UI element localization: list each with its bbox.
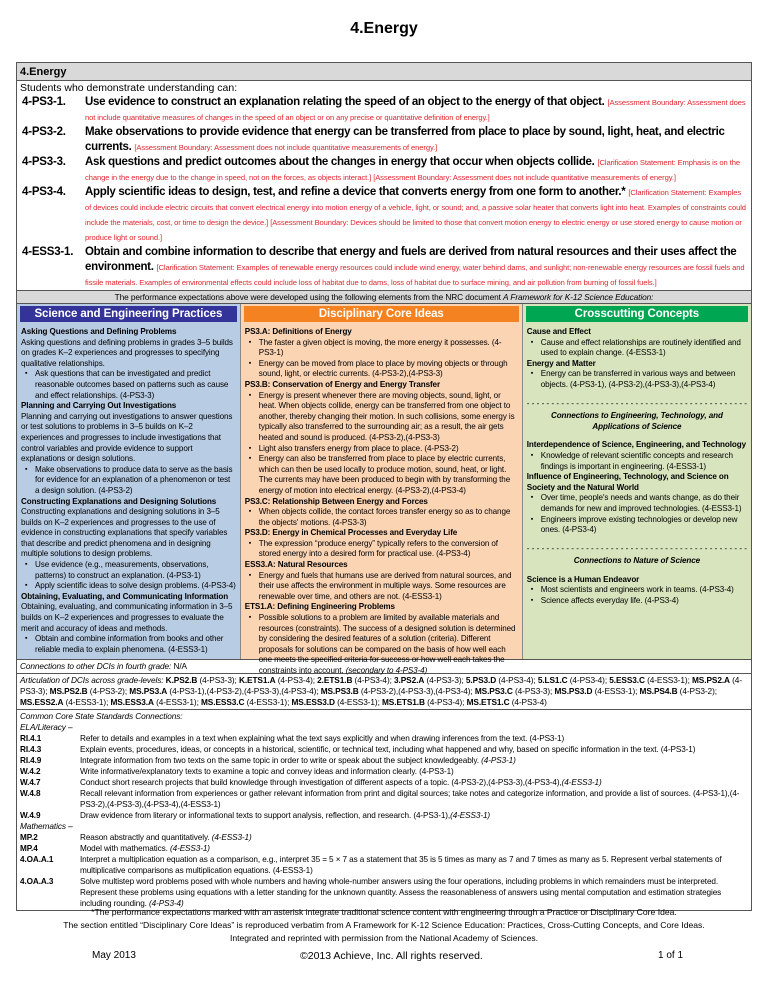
bullet-item (527, 515, 747, 536)
bullet-text: Science affects everyday life. (4-PS3-4) (540, 596, 679, 606)
pe-note: [Clarification Statement: Emphasis is on the change in the energy due to the change in speed, not on the forces, as objects interact.] [Assessment Boundary: Assessment does not include quantitative measurements of energy.] (85, 158, 740, 182)
bullet-item (245, 613, 518, 677)
bullet-list (21, 465, 236, 497)
dci-code: MS.ETS1.B (382, 697, 425, 707)
standard-description: Refer to details and examples in a text when explaining what the text says explicitly and when drawing inferences from the text. (80, 734, 530, 743)
nrc-text: The performance expectations above were developed using the following elements from the NRC document (114, 292, 504, 302)
bullet-list (527, 493, 747, 535)
dci-code: MS.ESS3.C (201, 697, 245, 707)
bullet-list (21, 560, 236, 592)
connections-value: N/A (171, 661, 187, 671)
standard-text (80, 777, 748, 788)
bullet-item (245, 391, 518, 444)
bullet-item (527, 596, 747, 607)
performance-expectation (17, 185, 751, 245)
ccss-group-label: Mathematics – (20, 821, 73, 831)
standard-code: RI.4.1 (20, 734, 42, 743)
block-heading: PS3.A: Definitions of Energy (244, 327, 352, 336)
pe-title: Obtain and combine information to describe that energy and fuels are derived from natural resources and their uses affect the environment. (85, 246, 737, 273)
dci-code: MS.ETS1.C (466, 697, 510, 707)
bullet-list (245, 613, 518, 677)
standard-code: W.4.7 (20, 778, 41, 787)
secondary-note: (secondary to 4-PS3-4) (345, 666, 428, 675)
bullet-text: Obtain and combine information from books and other reliable media to explain phenomena. (4-ESS3-1) (35, 634, 224, 654)
sep-header: Science and Engineering Practices (20, 306, 237, 322)
intro-text: Students who demonstrate understanding can: (20, 82, 238, 94)
pe-code: 4-PS3-1. (22, 96, 66, 108)
standard-text (80, 843, 748, 854)
bullet-text: Energy can be moved from place to place by moving objects or through sound, light, or electric currents. (4-PS3-2),(4-PS3-3) (258, 358, 508, 379)
bullet-item (21, 369, 236, 401)
performance-expectation (17, 95, 751, 125)
block-heading: ESS3.A: Natural Resources (244, 560, 348, 570)
ccss-standard (20, 755, 748, 766)
block-heading: ETS1.A: Defining Engineering Problems (244, 602, 395, 612)
dci-pes: (4-PS3-4); (352, 675, 395, 685)
dci-code: 5.LS1.C (537, 675, 568, 685)
dci-pes: (4-ESS3-1); (63, 697, 111, 707)
bullet-item (245, 507, 518, 528)
bullet-text: Ask questions that can be investigated and predict reasonable outcomes based on patterns such as cause and effect relationships. (4-PS3-3) (35, 369, 229, 400)
block-heading: PS3.C: Relationship Between Energy and Forces (244, 496, 428, 506)
standard-text (80, 854, 748, 876)
block-heading: PS3.B: Conservation of Energy and Energy Transfer (244, 379, 441, 389)
bullet-list (245, 507, 518, 528)
standard-ref: (4-PS3-2),(4-PS3-3),(4-PS3-4), (451, 778, 562, 787)
ccss-standard (20, 777, 748, 788)
dci-source-note: The section entitled “Disciplinary Core Ideas” is reproduced verbatim from A Framework for K-12 Science Education: Practices, Cross-Cutting Concepts, and Core Ideas. Integrated and reprinted with permission from the National Academy of Sciences. (63, 920, 705, 943)
ccss-standard (20, 744, 748, 755)
bullet-list (527, 585, 747, 606)
standard-ref-secondary: (4-ESS3-1) (169, 844, 210, 853)
sep-column (17, 304, 241, 659)
dci-code: 3.PS2.A (394, 675, 425, 685)
ccss-standard (20, 854, 748, 876)
dci-code: K.ETS1.A (238, 675, 276, 685)
standard-description: Interpret a multiplication equation as a comparison, e.g., interpret 35 = 5 × 7 as a statement that 35 is 5 times as many as 7 and 7 times as many as 5. Represent verbal statements of multiplicative comparisons as multiplication equations. (80, 855, 722, 875)
ccss-standard (20, 843, 748, 854)
dci-pes: (4-ESS3-1); (153, 697, 201, 707)
dci-code: MS.PS2.A (692, 675, 730, 685)
pe-note: [Assessment Boundary: Assessment does not include quantitative measurements of energy.] (134, 143, 438, 152)
dci-pes: (4-PS3-4) (509, 697, 547, 707)
standard-ref-secondary: (4-ESS3-1) (211, 833, 252, 842)
pe-note: [Clarification Statement: Examples of devices could include electric circuits that convert electrical energy into motion energy of a vehicle, light, or sound; and, a passive solar heater that converts light into heat. Examples of constraints could include the materials, cost, or time to design the device.] [Assessment Boundary: Devices should be limited to those that convert motion energy to electric energy or use stored energy to cause motion or produce light or sound.] (85, 188, 746, 242)
standard-ref: (4-PS3-1),(4-PS3-2),(4-PS3-3),(4-PS3-4),(4-ESS3-1) (80, 789, 740, 809)
nrc-doc: A Framework for K-12 Science Education: (503, 292, 654, 302)
bullet-item (527, 585, 747, 596)
block-heading: Cause and Effect (526, 327, 591, 336)
bullet-list (245, 391, 518, 497)
bullet-text: Knowledge of relevant scientific concepts and research findings is important in engineering. (4-ESS3-1) (540, 450, 733, 471)
standard-text (80, 810, 748, 821)
bullet-text: Make observations to produce data to serve as the basis for evidence for an explanation of a phenomenon or test a design solution. (4-PS3-2) (35, 464, 233, 495)
standard-code: W.4.9 (20, 811, 41, 820)
dci-pes: (4-PS3-4); (424, 697, 467, 707)
performance-expectations (17, 95, 751, 290)
standard-description: Write informative/explanatory texts to examine a topic and convey ideas and information clearly. (80, 767, 420, 776)
standard-text (80, 788, 748, 810)
footer-date: May 2013 (92, 950, 136, 961)
standard-ref-secondary: (4-PS3-4) (149, 899, 184, 908)
performance-expectation (17, 155, 751, 185)
bullet-text: Energy is present whenever there are moving objects, sound, light, or heat. When objects collide, energy can be transferred from one object to another, thereby changing their motion. In such collisions, some energy is typically also transferred to the surrounding air; as a result, the air gets heated and sound is produced. (4-PS3-2),(4-PS3-3) (258, 390, 515, 442)
standard-text (80, 832, 748, 843)
block-heading: Science is a Human Endeavor (526, 574, 640, 584)
standard-description: Solve multistep word problems posed with whole numbers and having whole-number answers using the four operations, including problems in which remainders must be interpreted. Represent these problems using equations with a letter standing for the unknown quantity. Assess the reasonableness of answers using mental computation and estimation strategies including rounding. (80, 877, 722, 908)
block-intro: Planning and carrying out investigations to answer questions or test solutions to problems in 3–5 builds on K–2 experiences and progresses to include investigations that control variables and provide evidence to support explanations or design solutions. (21, 411, 233, 464)
standard-code: W.4.8 (20, 789, 41, 798)
bullet-list (527, 338, 747, 359)
dci-pes: (4-PS3-1),(4-PS3-2),(4-PS3-3),(4-PS3-4); (167, 686, 321, 696)
ccss-label: Common Core State Standards Connections: (20, 711, 183, 721)
block-heading: Influence of Engineering, Technology, and Science on Society and the Natural World (526, 472, 729, 492)
block-heading: Obtaining, Evaluating, and Communicating Information (21, 591, 229, 601)
dci-pes: (4-PS3-3); (424, 675, 466, 685)
dci-pes: (4-PS3-3); (512, 686, 555, 696)
dci-pes: (4-PS3-3); (20, 675, 742, 696)
ccss-standard (20, 788, 748, 810)
pe-title: Use evidence to construct an explanation relating the speed of an object to the energy of that object. (85, 96, 605, 108)
standard-code: 4.OA.A.3 (20, 877, 54, 886)
footer-page: 1 of 1 (658, 950, 684, 961)
bullet-item (527, 369, 747, 390)
bullet-text: Light also transfers energy from place to place. (4-PS3-2) (258, 443, 459, 453)
pe-code: 4-PS3-3. (22, 156, 66, 168)
standard-code: RI.4.9 (20, 756, 42, 765)
bullet-text: The faster a given object is moving, the more energy it possesses. (4-PS3-1) (258, 337, 502, 358)
pe-code: 4-ESS3-1. (22, 246, 74, 258)
bullet-list (527, 369, 747, 390)
pe-note: [Clarification Statement: Examples of renewable energy resources could include wind energy, water behind dams, and sunlight; non-renewable energy resources are fossil fuels and fissile materials. Examples of environmental effects could include loss of habitat due to dams, loss of habitat due to surface mining, and air pollution from burning of fossil fuels.] (85, 263, 745, 287)
bullet-item (245, 359, 518, 380)
standards-table (16, 62, 752, 911)
pe-title: Apply scientific ideas to design, test, and refine a device that converts energy from one form to another.* (85, 186, 626, 198)
articulation-label: Articulation of DCIs across grade-levels: (20, 675, 166, 685)
ccss-standard (20, 832, 748, 843)
standard-text (80, 744, 748, 755)
bullet-text: When objects collide, the contact forces transfer energy so as to change the objects' motions. (4-PS3-3) (258, 507, 511, 527)
standard-code: RI.4.3 (20, 745, 42, 754)
page-title: 4.Energy (350, 20, 418, 37)
standard-code: MP.2 (20, 833, 38, 842)
pe-code: 4-PS3-2. (22, 126, 66, 138)
ccc-header: Crosscutting Concepts (526, 306, 748, 322)
dci-pes: (4-PS3-4); (275, 675, 318, 685)
standard-ref: (4-PS3-1) (529, 734, 565, 743)
bullet-text: The expression “produce energy” typically refers to the conversion of stored energy into a desired form for practical use. (4-PS3-4) (258, 538, 498, 559)
block-heading: Planning and Carrying Out Investigations (21, 401, 177, 411)
bullet-item (527, 338, 747, 359)
standard-ref: (4-PS3-1) (419, 767, 454, 776)
bullet-item (245, 571, 518, 603)
block-heading: Asking Questions and Defining Problems (21, 327, 177, 336)
dci-pes: (4-PS3-2); (677, 686, 717, 696)
bullet-list (527, 451, 747, 472)
bullet-text: Cause and effect relationships are routinely identified and used to explain change. (4-ESS3-1) (540, 337, 741, 358)
bullet-text: Over time, people's needs and wants change, as do their demands for new and improved technologies. (4-ESS3-1) (540, 493, 742, 513)
footer-copyright: ©2013 Achieve, Inc. All rights reserved. (300, 950, 483, 962)
standard-ref-secondary: (4-ESS3-1) (450, 811, 491, 820)
dci-pes: (4-ESS3-1); (244, 697, 292, 707)
block-intro: Asking questions and defining problems in grades 3–5 builds on grades K–2 experiences and progresses to specifying qualitative relationships. (21, 337, 233, 368)
block-intro: Constructing explanations and designing solutions in 3–5 builds on K–2 experiences and progresses to the use of evidence in constructing explanations that specify variables that describe and predict phenomena and in designing multiple solutions to design problems. (21, 507, 228, 559)
dci-code: MS.ESS3.D (291, 697, 335, 707)
articulation-row (17, 674, 751, 710)
pe-code: 4-PS3-4. (22, 186, 66, 198)
divider: - - - - - - - - - - - - - - - - - - - - - - - - - - - - - - - - - - - - - - - - - - - - - (526, 398, 747, 408)
bullet-item (245, 454, 518, 496)
standard-code: MP.4 (20, 844, 38, 853)
bullet-text: Energy can also be transferred from place to place by electric currents, which can then be used locally to produce motion, sound, heat, or light. The currents may have been produced to begin with by transforming the energy of motion into electrical energy. (4-PS3-2),(4-PS3-4) (258, 454, 511, 495)
standard-text (80, 755, 748, 766)
dci-code: MS.PS3.A (129, 686, 168, 696)
bullet-item (21, 581, 236, 592)
bullet-item (245, 444, 518, 455)
bullet-text: Engineers improve existing technologies or develop new ones. (4-PS3-4) (540, 514, 738, 535)
block-heading: Constructing Explanations and Designing Solutions (21, 496, 217, 506)
pe-body (85, 245, 748, 290)
standard-ref: (4-PS3-1) (660, 745, 696, 754)
standard-ref-secondary: (4-PS3-1) (481, 756, 516, 765)
pe-body (85, 185, 748, 245)
dci-pes: (4-PS3-2),(4-PS3-3),(4-PS3-4); (358, 686, 475, 696)
dci-header: Disciplinary Core Ideas (244, 306, 519, 322)
ccss-standard (20, 766, 748, 777)
dci-code: 5.ESS3.C (609, 675, 645, 685)
ccc-column (523, 304, 751, 659)
dci-pes: (4-ESS3-1); (592, 686, 640, 696)
block-heading: Energy and Matter (526, 358, 596, 368)
connections-nos-heading: Connections to Nature of Science (573, 556, 701, 566)
dci-code: MS.PS3.D (554, 686, 593, 696)
ccss-standard (20, 810, 748, 821)
bullet-text: Energy and fuels that humans use are derived from natural sources, and their use affects the environment in multiple ways. Some resources are renewable over time, and others are not. (4-ESS3-1) (258, 570, 512, 601)
standard-description: Explain events, procedures, ideas, or concepts in a historical, scientific, or technical text, including what happened and why, based on specific information in the text. (80, 745, 661, 754)
footer-notes (0, 906, 768, 945)
standard-description: Draw evidence from literary or informational texts to support analysis, reflection, and research. (80, 811, 414, 820)
dci-pes: (4-PS3-3); (197, 675, 239, 685)
bullet-item (527, 451, 747, 472)
dci-code: MS.PS3.B (320, 686, 359, 696)
bullet-item (245, 338, 518, 359)
bullet-item (21, 560, 236, 581)
bullet-item (21, 634, 236, 655)
pe-body (85, 95, 748, 125)
bullet-text: Use evidence (e.g., measurements, observations, patterns) to construct an explanation. (4-PS3-1) (35, 560, 209, 580)
standard-code: W.4.2 (20, 767, 41, 776)
block-heading: Interdependence of Science, Engineering, and Technology (526, 440, 746, 450)
connections-engineering-heading: Connections to Engineering, Technology, and Applications of Science (550, 411, 723, 431)
pe-title: Ask questions and predict outcomes about the changes in energy that occur when objects collide. (85, 156, 595, 168)
connections-label: Connections to other DCIs in fourth grade: (20, 661, 172, 671)
dci-code: MS.PS4.B (639, 686, 678, 696)
pe-note: [Assessment Boundary: Assessment does not include quantitative measures of changes in the speed of an object or on any precise or quantitative definition of energy.] (85, 98, 746, 122)
asterisk-note: *The performance expectations marked with an asterisk integrate traditional science content with engineering through a Practice or Disciplinary Core Idea. (91, 907, 677, 917)
standard-text (80, 766, 748, 777)
ccss-group-label: ELA/Literacy – (20, 722, 73, 732)
dci-pes: (4-PS3-4); (496, 675, 538, 685)
nrc-note (17, 290, 751, 304)
divider: - - - - - - - - - - - - - - - - - - - - - - - - - - - - - - - - - - - - - - - - - - - - - (526, 543, 747, 553)
bullet-list (245, 338, 518, 380)
standard-ref: (4-PS3-1), (413, 811, 451, 820)
bullet-text: Apply scientific ideas to solve design problems. (4-PS3-4) (35, 581, 236, 591)
dci-code: MS.ESS2.A (20, 697, 64, 707)
block-heading: PS3.D: Energy in Chemical Processes and Everyday Life (244, 528, 458, 538)
dci-code: MS.PS3.C (474, 686, 513, 696)
dci-code: MS.ESS3.A (110, 697, 154, 707)
bullet-text: Possible solutions to a problem are limited by available materials and resources (constraints). The success of a designed solution is determined by considering the desired features of a solution (criteria). Different proposals for solutions can be compared on the basis of how well each one meets the specified criteria for success or how well each takes the constraints into account. (258, 613, 516, 675)
standard-description: Reason abstractly and quantitatively. (80, 833, 212, 842)
bullet-item (245, 539, 518, 560)
ccss-row (17, 710, 751, 910)
dci-pes: (4-ESS3-1); (334, 697, 382, 707)
bullet-list (21, 369, 236, 401)
standard-text (80, 733, 748, 744)
pe-body (85, 125, 748, 155)
bullet-text: Energy can be transferred in various ways and between objects. (4-PS3-1), (4-PS3-2),(4-PS3-3),(4-PS3-4) (540, 369, 736, 389)
dci-code: 5.PS3.D (465, 675, 497, 685)
bullet-list (245, 571, 518, 603)
standard-description: Recall relevant information from experiences or gather relevant information from print and digital sources; take notes and categorize information, and provide a list of sources. (80, 789, 693, 798)
dci-column (241, 304, 523, 675)
dci-code: K.PS2.B (165, 675, 198, 685)
bullet-list (21, 634, 236, 655)
dci-code: 2.ETS1.B (317, 675, 353, 685)
bullet-text: Most scientists and engineers work in teams. (4-PS3-4) (540, 585, 734, 595)
standard-ref-secondary: (4-ESS3-1) (561, 778, 602, 787)
bullet-item (527, 493, 747, 514)
standard-text (80, 876, 748, 909)
standard-code: 4.OA.A.1 (20, 855, 54, 864)
standard-description: Integrate information from two texts on the same topic in order to write or speak about the subject knowledgeably. (80, 756, 482, 765)
dci-pes: (4-PS3-2); (87, 686, 130, 696)
topic-header: 4.Energy (17, 63, 751, 81)
dci-code: MS.PS2.B (49, 686, 88, 696)
block-intro: Obtaining, evaluating, and communicating information in 3–5 builds on K–2 experiences and progresses to evaluate the merit and accuracy of ideas and methods. (21, 602, 233, 633)
bullet-list (245, 539, 518, 560)
dci-pes: (4-PS3-4); (567, 675, 610, 685)
pe-title: Make observations to provide evidence that energy can be transferred from place to place by sound, light, heat, and electric currents. (85, 126, 725, 153)
standard-description: Model with mathematics. (80, 844, 170, 853)
ccss-standard (20, 876, 748, 909)
performance-expectation (17, 125, 751, 155)
pe-body (85, 155, 748, 185)
dci-pes: (4-ESS3-1); (644, 675, 692, 685)
standard-description: Conduct short research projects that build knowledge through investigation of different aspects of a topic. (80, 778, 452, 787)
standard-ref: (4-ESS3-1) (272, 866, 313, 875)
ccss-standard (20, 733, 748, 744)
performance-expectation (17, 245, 751, 290)
bullet-item (21, 465, 236, 497)
